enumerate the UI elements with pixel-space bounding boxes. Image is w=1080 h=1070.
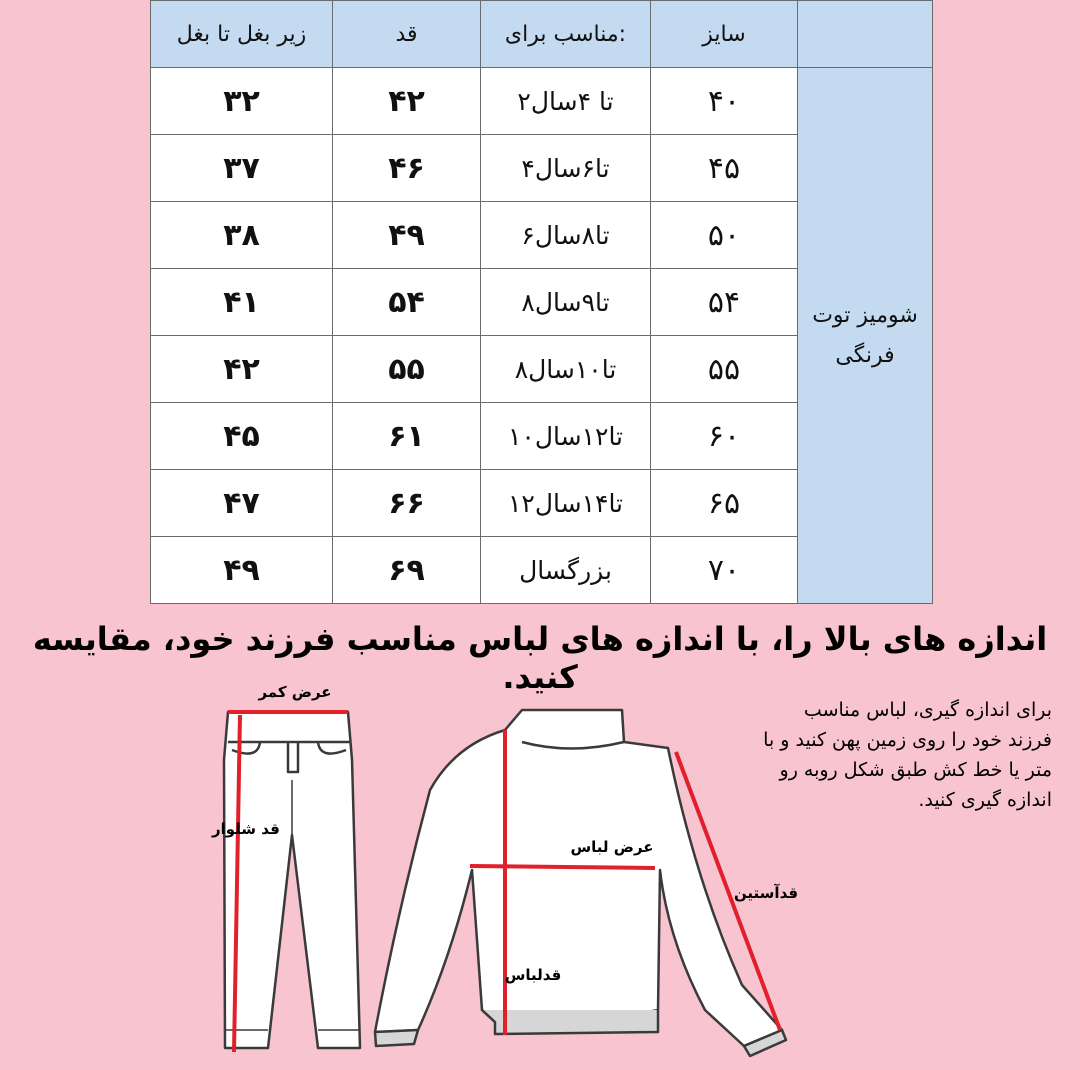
pants-illustration [224,712,360,1048]
size-cell: ۴۰ [651,68,798,135]
header-height: قد [333,1,481,68]
age-cell: ۱۲تا۱۴سال [481,470,651,537]
comparison-instruction: اندازه های بالا را، با اندازه های لباس مناسب فرزند خود، مقایسه کنید. [32,620,1048,696]
measurement-instructions: برای اندازه گیری، لباس مناسب فرزند خود را روی زمین پهن کنید و با متر یا خط کش طبق شکل روبه رو اندازه گیری کنید. [763,699,1052,811]
table-row [151,68,933,135]
garment-width-label: عرض لباس [570,838,654,856]
size-cell: ۷۰ [651,537,798,604]
age-cell: ۴تا۶سال [481,135,651,202]
product-name: شومیز توت فرنگی [798,68,933,604]
height-cell: ۴۶ [333,135,481,202]
measurement-diagram [0,670,1080,1070]
garment-length-label: قدلباس [504,966,562,984]
waist-width-label: عرض کمر [258,683,332,701]
header-blank [798,1,933,68]
size-cell: ۴۵ [651,135,798,202]
age-cell: ۶تا۸سال [481,202,651,269]
header-suitable-for: مناسب برای: [481,1,651,68]
chest-cell: ۴۲ [151,336,333,403]
age-cell: ۲تا ۴سال [481,68,651,135]
chest-cell: ۴۱ [151,269,333,336]
age-cell: ۸تا۹سال [481,269,651,336]
height-cell: ۶۶ [333,470,481,537]
age-cell: ۸تا۱۰سال [481,336,651,403]
chest-cell: ۴۷ [151,470,333,537]
size-cell: ۶۰ [651,403,798,470]
age-cell: بزرگسال [481,537,651,604]
size-table [150,0,933,604]
chest-cell: ۳۷ [151,135,333,202]
size-cell: ۵۰ [651,202,798,269]
height-cell: ۵۴ [333,269,481,336]
height-cell: ۶۹ [333,537,481,604]
sleeve-length-label: قدآستین [733,884,799,902]
height-cell: ۶۱ [333,403,481,470]
header-chest: زیر بغل تا بغل [151,1,333,68]
pants-length-label: قد شلوار [212,820,280,838]
height-cell: ۵۵ [333,336,481,403]
chest-cell: ۴۵ [151,403,333,470]
chest-cell: ۳۸ [151,202,333,269]
size-cell: ۵۴ [651,269,798,336]
height-cell: ۴۲ [333,68,481,135]
height-cell: ۴۹ [333,202,481,269]
size-cell: ۶۵ [651,470,798,537]
size-cell: ۵۵ [651,336,798,403]
header-size: سایز [651,1,798,68]
age-cell: ۱۰تا۱۲سال [481,403,651,470]
chest-cell: ۳۲ [151,68,333,135]
chest-cell: ۴۹ [151,537,333,604]
